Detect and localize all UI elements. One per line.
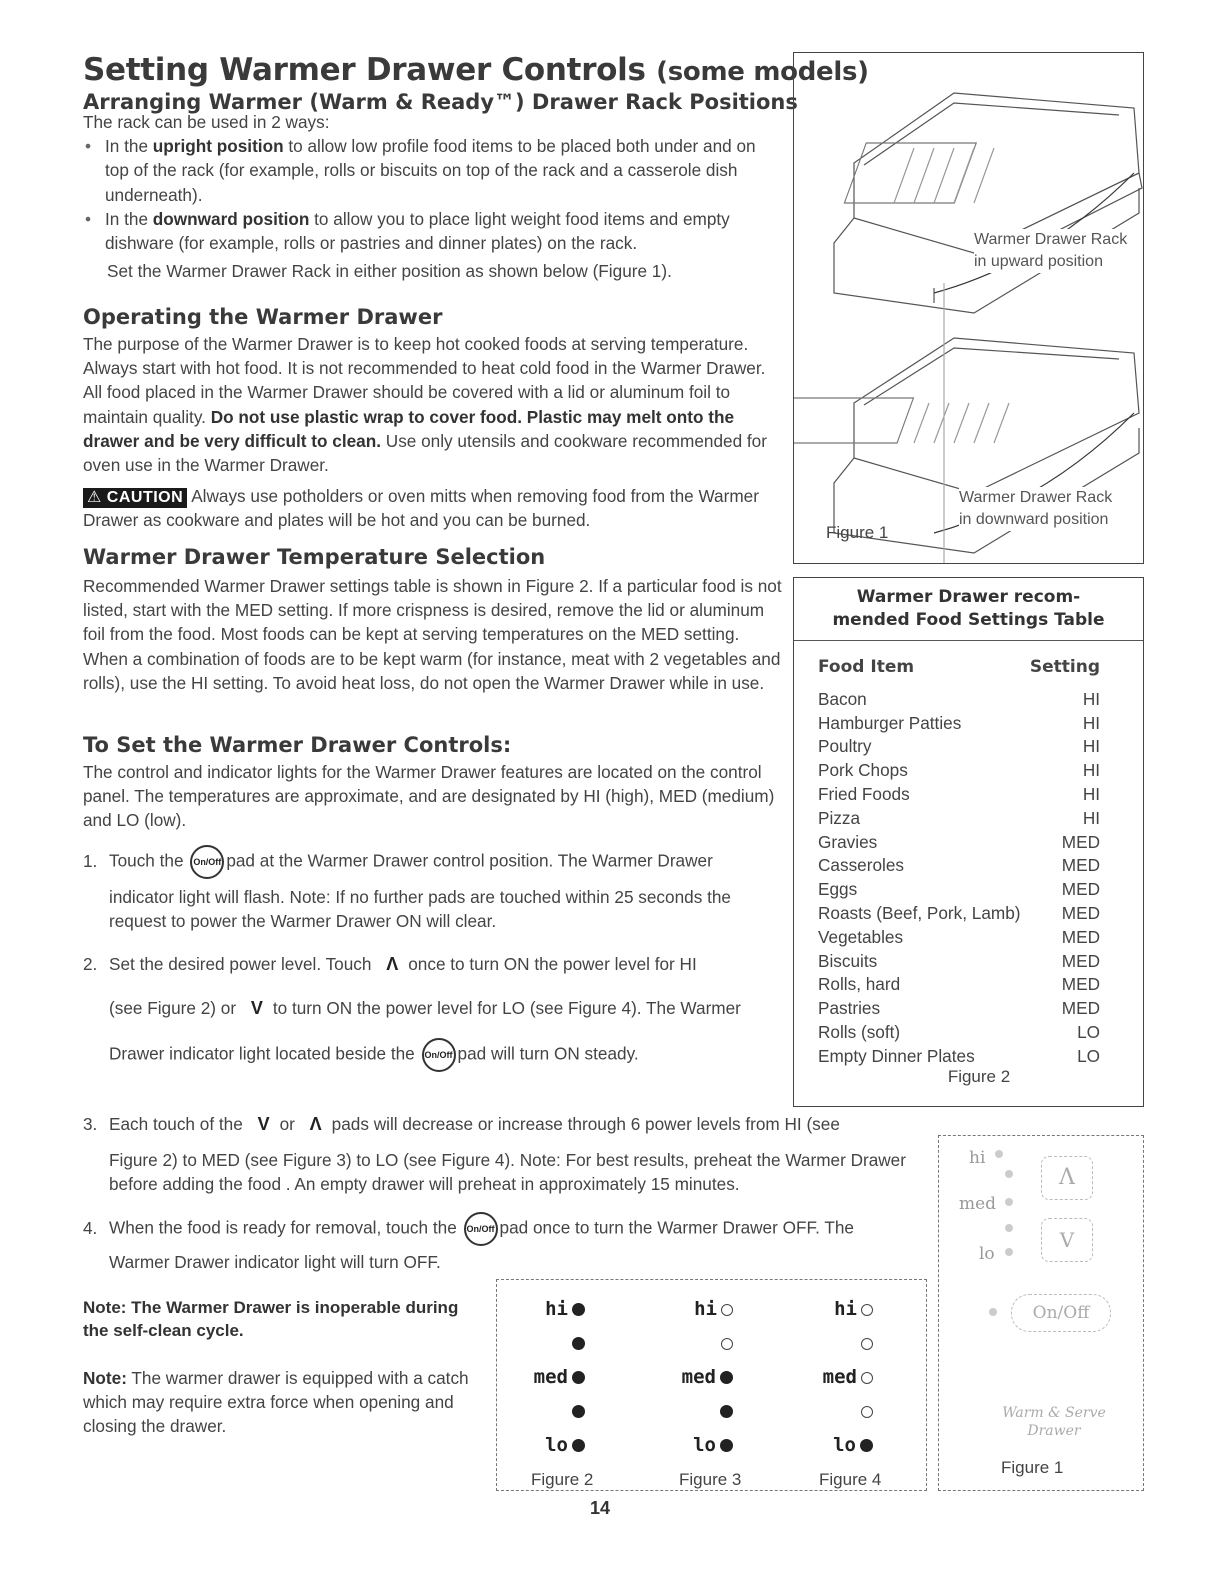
table-row [818, 783, 1100, 807]
table-row [818, 1021, 1100, 1045]
table-row [818, 997, 1100, 1021]
figure-1-caption: Figure 1 [826, 523, 889, 542]
table-row [818, 878, 1100, 902]
panel-up-button[interactable]: Λ [1041, 1156, 1093, 1200]
step-4: 4. When the food is ready for removal, touch the On/Off pad once to turn the Warmer Drawer OFF. The [83, 1212, 943, 1246]
setting-cell: LO [1077, 1021, 1100, 1042]
indicator-light [1005, 1224, 1013, 1232]
food-item-cell: Fried Foods [818, 783, 910, 804]
level-row [527, 1326, 585, 1360]
level-label: med [533, 1366, 568, 1388]
indicator-off-icon [861, 1406, 873, 1418]
panel-caption: Figure 1 [1001, 1458, 1064, 1477]
food-item-cell: Roasts (Beef, Pork, Lamb) [818, 902, 1021, 923]
table-row [818, 759, 1100, 783]
level-figure-2 [527, 1292, 637, 1490]
indicator-light [1005, 1198, 1013, 1206]
controls-text: The control and indicator lights for the Warmer Drawer features are located on the control panel. The temperatures are approximate, and are designated by HI (high), MED (medium) and LO (low). [83, 762, 775, 831]
level-label: lo [693, 1434, 716, 1456]
level-figure-caption: Figure 2 [531, 1470, 594, 1489]
note-self-clean: Note: The Warmer Drawer is inoperable during the self-clean cycle. [83, 1298, 459, 1340]
table-row [818, 926, 1100, 950]
table-row [818, 1045, 1100, 1069]
level-row [675, 1394, 733, 1428]
table-row [818, 688, 1100, 712]
list-item: • In the upright position to allow low profile food items to be placed both under and on top of the rack (for example, rolls or biscuits on top of the rack and a casserole dish underneath). [83, 134, 783, 207]
indicator-on-icon [572, 1371, 585, 1384]
rack-heading: Arranging Warmer (Warm & Ready™) Drawer Rack Positions [83, 90, 798, 114]
level-label: hi [545, 1298, 568, 1320]
setting-cell: HI [1082, 760, 1100, 781]
caution-badge: ⚠ CAUTION [83, 488, 187, 508]
setting-cell: MED [1061, 902, 1100, 923]
indicator-off-icon [721, 1304, 733, 1316]
level-row [815, 1360, 873, 1394]
step-1: 1. Touch the On/Off pad at the Warmer Drawer control position. The Warmer Drawer indicator light will flash. Note: If no further pads are touched within 25 seconds the request to power the Warmer Drawer ON will clear. [83, 845, 783, 933]
control-panel-figure [938, 1135, 1144, 1491]
setting-cell: MED [1061, 974, 1100, 995]
level-figure-4 [815, 1292, 925, 1490]
table-row [818, 950, 1100, 974]
indicator-on-icon [720, 1439, 733, 1452]
indicator-off-icon [861, 1372, 873, 1384]
caution-text: Always use potholders or oven mitts when removing food from the Warmer Drawer as cookware and plates will be hot and you can be burned. [83, 486, 759, 531]
setting-cell: MED [1061, 879, 1100, 900]
level-row [527, 1292, 585, 1326]
level-label: lo [545, 1434, 568, 1456]
setting-cell: MED [1061, 998, 1100, 1019]
indicator-on-icon [720, 1371, 733, 1384]
level-label: med [681, 1366, 716, 1388]
level-figure-caption: Figure 4 [819, 1470, 882, 1489]
food-settings-table-box [793, 577, 1144, 1107]
page-number: 14 [590, 1498, 611, 1518]
page-title [83, 52, 869, 88]
food-table [818, 656, 1100, 1069]
panel-brand: Warm & Serve Drawer [1002, 1405, 1106, 1439]
rack-intro: The rack can be used in 2 ways: [83, 112, 330, 132]
food-item-cell: Rolls (soft) [818, 1021, 901, 1042]
food-item-cell: Casseroles [818, 855, 904, 876]
operating-text: The purpose of the Warmer Drawer is to keep hot cooked foods at serving temperature. Always start with hot food. It is not recommended to heat cold food in the Warmer Drawer. All food placed in the Warmer Drawer should be covered with a lid or aluminum foil to maintain quality. Do not use plastic wrap to cover food. Plastic may melt onto the drawer and be very difficult to clean. Use only utensils and cookware recommended for oven use in the Warmer Drawer. [83, 334, 767, 476]
food-item-cell: Eggs [818, 879, 858, 900]
step-3-continued: Figure 2) to MED (see Figure 3) to LO (see Figure 4). Note: For best results, preheat the Warmer Drawer before adding the food . An empty drawer will preheat in approximately 15 minutes. [109, 1150, 906, 1195]
table-row [818, 902, 1100, 926]
indicator-on-icon [572, 1439, 585, 1452]
level-row [527, 1360, 585, 1394]
indicator-light [1005, 1170, 1013, 1178]
step-2: 2. Set the desired power level. Touch Λ once to turn ON the power level for HI (see Figure 2) or V to turn ON the power level for LO (see Figure 4). The Warmer Drawer indicator light located beside the On/Off pad will turn ON steady. [83, 952, 783, 1072]
setting-cell: MED [1061, 950, 1100, 971]
setting-cell: HI [1082, 712, 1100, 733]
panel-hi-label: hi [969, 1148, 986, 1168]
caution-paragraph [83, 484, 783, 532]
figure-1-rack [793, 52, 1144, 564]
food-item-cell: Empty Dinner Plates [818, 1045, 975, 1066]
indicator-light [995, 1150, 1003, 1158]
level-row [527, 1428, 585, 1462]
step-4-continued: Warmer Drawer indicator light will turn OFF. [109, 1252, 441, 1272]
level-row [675, 1360, 733, 1394]
indicator-on-icon [860, 1439, 873, 1452]
down-arrow-icon: V [250, 998, 263, 1019]
setting-cell: MED [1061, 831, 1100, 852]
list-item: • In the downward position to allow you to place light weight food items and empty dishware (for example, rolls or pastries and dinner plates) on the rack. [83, 207, 783, 255]
level-row [675, 1326, 733, 1360]
level-figures-box [496, 1279, 927, 1491]
title-suffix: (some models) [656, 57, 869, 87]
table-row [818, 712, 1100, 736]
col-setting: Setting [1029, 657, 1100, 677]
down-arrow-icon: V [257, 1114, 270, 1134]
rack-section [83, 110, 783, 283]
level-figure-caption: Figure 3 [679, 1470, 742, 1489]
table-row [818, 831, 1100, 855]
table-caption: Figure 2 [947, 1066, 1011, 1086]
setting-cell: HI [1082, 807, 1100, 828]
step-3: 3. Each touch of the V or Λ pads will decrease or increase through 6 power levels from HI (see [83, 1112, 943, 1136]
indicator-on-icon [720, 1405, 733, 1418]
panel-onoff-button[interactable]: On/Off [1011, 1294, 1111, 1332]
indicator-on-icon [572, 1405, 585, 1418]
level-row [815, 1394, 873, 1428]
level-row [527, 1394, 585, 1428]
up-arrow-icon: Λ [309, 1114, 322, 1134]
temperature-heading: Warmer Drawer Temperature Selection [83, 545, 546, 569]
food-item-cell: Rolls, hard [818, 974, 901, 995]
level-label: hi [834, 1298, 857, 1320]
level-row [815, 1326, 873, 1360]
title-main: Setting Warmer Drawer Controls [83, 52, 646, 88]
indicator-on-icon [572, 1303, 585, 1316]
food-item-cell: Vegetables [818, 926, 904, 947]
food-item-cell: Biscuits [818, 950, 878, 971]
food-item-cell: Pork Chops [818, 760, 908, 781]
setting-cell: LO [1077, 1045, 1100, 1066]
food-item-cell: Pastries [818, 998, 881, 1019]
col-food-item: Food Item [818, 657, 915, 677]
note-catch: Note: The warmer drawer is equipped with a catch which may require extra force when opening and closing the drawer. [83, 1368, 469, 1437]
indicator-off-icon [861, 1338, 873, 1350]
level-figure-3 [675, 1292, 785, 1490]
panel-med-label: med [959, 1194, 997, 1214]
onoff-pad-icon: On/Off [422, 1038, 456, 1072]
table-row [818, 973, 1100, 997]
level-row [815, 1292, 873, 1326]
rack-set-text: Set the Warmer Drawer Rack in either position as shown below (Figure 1). [107, 261, 672, 282]
setting-cell: HI [1082, 736, 1100, 757]
level-label: hi [694, 1298, 717, 1320]
food-item-cell: Poultry [818, 736, 872, 757]
level-label: med [822, 1366, 857, 1388]
onoff-pad-icon: On/Off [464, 1212, 498, 1246]
table-row [818, 854, 1100, 878]
up-arrow-icon: Λ [386, 954, 399, 974]
level-label: lo [833, 1434, 856, 1456]
controls-heading: To Set the Warmer Drawer Controls: [83, 733, 512, 757]
table-row [818, 807, 1100, 831]
label-downward-rack: Warmer Drawer Rack in downward position [959, 487, 1112, 531]
indicator-light [1005, 1248, 1013, 1256]
table-body [818, 656, 1100, 1087]
indicator-off-icon [721, 1338, 733, 1350]
setting-cell: HI [1082, 688, 1100, 709]
onoff-indicator-light [989, 1308, 997, 1316]
food-item-cell: Gravies [818, 831, 878, 852]
food-item-cell: Bacon [818, 688, 867, 709]
setting-cell: HI [1082, 783, 1100, 804]
operating-heading: Operating the Warmer Drawer [83, 305, 443, 329]
indicator-off-icon [861, 1304, 873, 1316]
table-title: Warmer Drawer recom- mended Food Settings Table [832, 587, 1105, 630]
panel-down-button[interactable]: V [1041, 1218, 1093, 1262]
onoff-pad-icon: On/Off [190, 845, 224, 879]
level-row [815, 1428, 873, 1462]
panel-lo-label: lo [979, 1244, 995, 1264]
table-row [818, 735, 1100, 759]
setting-cell: MED [1061, 855, 1100, 876]
food-item-cell: Hamburger Patties [818, 712, 962, 733]
table-header-row [818, 656, 1100, 688]
label-upward-rack: Warmer Drawer Rack in upward position [974, 229, 1127, 273]
level-row [675, 1428, 733, 1462]
setting-cell: MED [1061, 926, 1100, 947]
food-item-cell: Pizza [818, 807, 861, 828]
temperature-text: Recommended Warmer Drawer settings table is shown in Figure 2. If a particular food is not listed, start with the MED setting. If more crispness is desired, remove the lid or aluminum foil from the food. Most foods can be kept at serving temperatures on the MED setting. When a combination of foods are to be kept warm (for instance, meat with 2 vegetables and rolls), use the HI setting. To avoid heat loss, do not open the Warmer Drawer while in use. [83, 576, 782, 693]
rack-bullets [83, 134, 783, 255]
level-row [675, 1292, 733, 1326]
indicator-on-icon [572, 1337, 585, 1350]
